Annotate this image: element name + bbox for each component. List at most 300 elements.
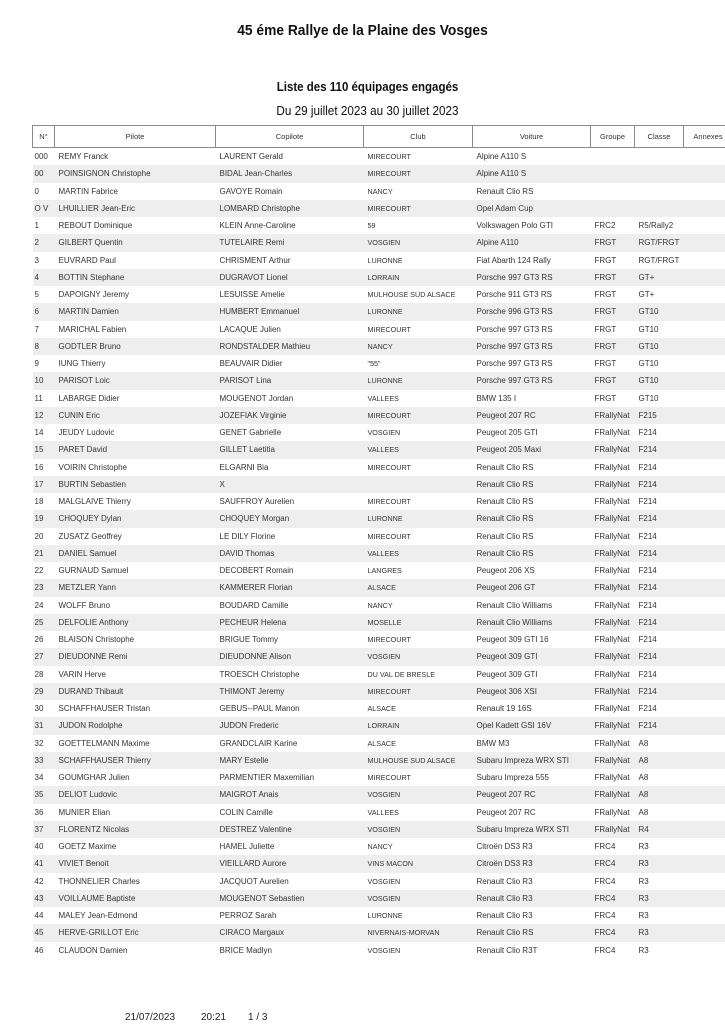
cell-voiture: Peugeot 207 RC <box>473 786 591 803</box>
cell-groupe: FRallyNat <box>594 531 630 541</box>
cell-voiture: Subaru Impreza WRX STI <box>473 752 591 769</box>
cell-pilote: GILBERT Quentin <box>55 234 216 251</box>
cell-annexes <box>684 338 725 355</box>
cell-voiture: Porsche 997 GT3 RS <box>473 338 591 355</box>
cell-voiture: Renault Clio RS <box>473 476 591 493</box>
cell-club: NANCY <box>367 842 393 852</box>
cell-pilote: DIEUDONNE Remi <box>55 648 216 665</box>
cell-classe: F214 <box>635 510 684 527</box>
cell-classe: R5/Rally2 <box>638 221 674 231</box>
cell-copilote: PARISOT Lina <box>216 372 364 389</box>
cell-classe: F214 <box>638 462 657 472</box>
cell-num: 43 <box>33 890 55 907</box>
cell-club: LURONNE <box>364 510 473 527</box>
cell-pilote: JEUDY Ludovic <box>58 428 115 438</box>
cell-voiture: Porsche 997 GT3 RS <box>476 359 553 369</box>
cell-club: VOSGIEN <box>364 234 473 251</box>
cell-voiture: Alpine A110 <box>473 234 591 251</box>
cell-num: 00 <box>33 165 55 182</box>
cell-copilote: PERROZ Sarah <box>219 911 277 921</box>
cell-groupe <box>591 200 635 217</box>
cell-pilote: MARTIN Damien <box>55 303 216 320</box>
cell-club: VALLEES <box>364 545 473 562</box>
cell-club: MIRECOURT <box>367 324 411 334</box>
cell-annexes <box>684 476 725 493</box>
cell-groupe: FRGT <box>591 303 635 320</box>
cell-num: 23 <box>33 579 55 596</box>
cell-copilote: SAUFFROY Aurelien <box>219 497 295 507</box>
cell-annexes <box>684 752 725 769</box>
cell-pilote: MARTIN Fabrice <box>58 186 118 196</box>
cell-pilote: THONNELIER Charles <box>58 876 140 886</box>
cell-pilote: IUNG Thierry <box>58 359 106 369</box>
header-num: N° <box>33 126 55 148</box>
cell-groupe <box>591 165 635 182</box>
cell-voiture: Peugeot 309 GTI <box>476 669 538 679</box>
cell-copilote: BRICE Madlyn <box>219 945 272 955</box>
cell-classe: F214 <box>638 669 657 679</box>
table-row <box>33 269 725 286</box>
cell-pilote: CHOQUEY Dylan <box>55 510 216 527</box>
cell-pilote: GODTLER Bruno <box>55 338 216 355</box>
cell-groupe: FRC4 <box>591 924 635 941</box>
cell-groupe: FRallyNat <box>591 545 635 562</box>
document-subtitle: Liste des 110 équipages engagés <box>276 80 459 94</box>
cell-voiture: Porsche 997 GT3 RS <box>473 269 591 286</box>
cell-voiture: Porsche 911 GT3 RS <box>476 290 552 300</box>
cell-pilote: PARISOT Loic <box>55 372 216 389</box>
cell-club: NIVERNAIS-MORVAN <box>364 924 473 941</box>
cell-copilote: BOUDARD Camille <box>219 600 289 610</box>
cell-num: 0 <box>34 186 39 196</box>
cell-pilote: CUNIN Eric <box>55 407 216 424</box>
cell-num: 7 <box>34 324 39 334</box>
cell-voiture: Peugeot 207 RC <box>473 407 591 424</box>
cell-copilote: BIDAL Jean-Charles <box>216 165 364 182</box>
cell-classe: F214 <box>635 476 684 493</box>
cell-club: MIRECOURT <box>364 200 473 217</box>
cell-voiture: Peugeot 309 GTI <box>473 648 591 665</box>
cell-annexes <box>684 183 725 200</box>
cell-pilote: MARICHAL Fabien <box>58 324 127 334</box>
cell-voiture: Renault Clio RS <box>476 531 534 541</box>
cell-annexes <box>684 717 725 734</box>
cell-classe: GT10 <box>635 372 684 389</box>
cell-club: VOSGIEN <box>364 786 473 803</box>
cell-annexes <box>684 907 725 924</box>
cell-classe: F214 <box>635 579 684 596</box>
cell-pilote: GOETZ Maxime <box>58 842 117 852</box>
cell-classe: F214 <box>635 683 684 700</box>
table-row <box>33 942 725 959</box>
cell-classe: F214 <box>635 717 684 734</box>
cell-classe: F214 <box>635 614 684 631</box>
table-row <box>33 234 725 251</box>
cell-classe: F215 <box>635 407 684 424</box>
table-row <box>33 217 725 234</box>
cell-num: 5 <box>34 290 39 300</box>
cell-annexes <box>684 321 725 338</box>
table-row <box>33 631 725 648</box>
cell-voiture: Porsche 996 GT3 RS <box>473 303 591 320</box>
table-row <box>33 407 725 424</box>
cell-num: 26 <box>34 635 44 645</box>
cell-club: MIRECOURT <box>367 635 411 645</box>
cell-num: 42 <box>34 876 44 886</box>
cell-annexes <box>684 286 725 303</box>
cell-pilote: HERVE-GRILLOT Eric <box>55 924 216 941</box>
header-copilote: Copilote <box>216 126 364 148</box>
cell-pilote: MUNIER Elian <box>58 807 111 817</box>
cell-club: VINS MACON <box>364 855 473 872</box>
table-row <box>33 338 725 355</box>
cell-club: LURONNE <box>367 911 403 921</box>
cell-club: MIRECOURT <box>367 152 411 162</box>
cell-classe: F214 <box>635 545 684 562</box>
cell-num: 46 <box>34 945 44 955</box>
cell-pilote: EUVRARD Paul <box>58 255 116 265</box>
cell-pilote: LHUILLIER Jean-Eric <box>55 200 216 217</box>
cell-pilote: VARIN Herve <box>58 669 106 679</box>
cell-club: LORRAIN <box>364 717 473 734</box>
cell-club: ALSACE <box>367 704 396 714</box>
cell-num: 11 <box>34 393 43 403</box>
cell-classe: A8 <box>638 738 649 748</box>
cell-num: 12 <box>33 407 55 424</box>
cell-copilote: GAVOYE Romain <box>219 186 283 196</box>
cell-num: 10 <box>33 372 55 389</box>
cell-annexes <box>684 234 725 251</box>
cell-num: 9 <box>34 359 39 369</box>
table-row <box>33 562 725 579</box>
cell-club: MIRECOURT <box>364 683 473 700</box>
cell-club: MULHOUSE SUD ALSACE <box>367 290 456 300</box>
table-row <box>33 372 725 389</box>
cell-copilote: RONDSTALDER Mathieu <box>216 338 364 355</box>
cell-num: 45 <box>33 924 55 941</box>
header-classe: Classe <box>635 126 684 148</box>
cell-pilote: FLORENTZ Nicolas <box>55 821 216 838</box>
cell-annexes <box>684 510 725 527</box>
table-row <box>33 165 725 182</box>
cell-copilote: KLEIN Anne-Caroline <box>219 221 296 231</box>
cell-copilote: DIEUDONNE Alison <box>216 648 364 665</box>
cell-num: 25 <box>33 614 55 631</box>
cell-copilote: DUGRAVOT Lionel <box>216 269 364 286</box>
cell-club: MIRECOURT <box>367 531 411 541</box>
cell-pilote: DELFOLIE Anthony <box>55 614 216 631</box>
cell-annexes <box>684 493 725 510</box>
cell-voiture: Alpine A110 S <box>473 165 591 182</box>
cell-voiture: Citroën DS3 R3 <box>473 855 591 872</box>
cell-club: LURONNE <box>364 372 473 389</box>
cell-voiture: Renault Clio RS <box>476 186 534 196</box>
cell-groupe: FRallyNat <box>594 600 630 610</box>
cell-pilote: VIVIET Benoit <box>55 855 216 872</box>
cell-copilote: GILLET Laetitia <box>216 441 364 458</box>
cell-classe: GT10 <box>635 303 684 320</box>
cell-club: LORRAIN <box>364 269 473 286</box>
table-row <box>33 510 725 527</box>
cell-copilote: LACAQUE Julien <box>219 324 281 334</box>
cell-classe: R3 <box>635 890 684 907</box>
cell-groupe: FRC2 <box>594 221 616 231</box>
cell-annexes <box>684 252 725 269</box>
cell-pilote: SCHAFFHAUSER Thierry <box>55 752 216 769</box>
cell-groupe: FRGT <box>594 324 617 334</box>
cell-pilote: MALEY Jean-Edmond <box>58 911 138 921</box>
cell-club: MIRECOURT <box>364 165 473 182</box>
cell-club: VOSGIEN <box>367 876 401 886</box>
cell-groupe: FRGT <box>591 269 635 286</box>
cell-groupe: FRallyNat <box>591 510 635 527</box>
cell-voiture: BMW M3 <box>476 738 510 748</box>
table-row <box>33 924 725 941</box>
footer-date: 21/07/2023 <box>125 1012 176 1023</box>
cell-pilote: GURNAUD Samuel <box>58 566 129 576</box>
cell-club: MIRECOURT <box>367 497 411 507</box>
table-row <box>33 476 725 493</box>
cell-classe: A8 <box>638 773 649 783</box>
cell-voiture: Renault Clio RS <box>476 497 534 507</box>
cell-num: 16 <box>34 462 44 472</box>
cell-copilote: MOUGENOT Sebastien <box>216 890 364 907</box>
table-row <box>33 321 725 338</box>
cell-classe <box>635 165 684 182</box>
cell-classe <box>635 200 684 217</box>
cell-num: 40 <box>34 842 44 852</box>
cell-annexes <box>684 838 725 855</box>
cell-annexes <box>684 666 725 683</box>
cell-classe: F214 <box>635 441 684 458</box>
cell-annexes <box>684 562 725 579</box>
table-row <box>33 286 725 303</box>
table-header-row <box>33 126 725 148</box>
cell-pilote: LABARGE Didier <box>58 393 120 403</box>
cell-club: VOSGIEN <box>364 890 473 907</box>
cell-voiture: Peugeot 309 GTI 16 <box>476 635 549 645</box>
cell-classe: GT+ <box>638 290 655 300</box>
cell-club: VOSGIEN <box>367 945 401 955</box>
cell-num: 19 <box>33 510 55 527</box>
cell-copilote: LE DILY Florine <box>219 531 276 541</box>
cell-num: 32 <box>34 738 44 748</box>
cell-club: LANGRES <box>367 566 402 576</box>
cell-annexes <box>684 372 725 389</box>
cell-voiture: Peugeot 207 RC <box>476 807 536 817</box>
cell-classe: F214 <box>638 566 657 576</box>
cell-groupe: FRallyNat <box>591 786 635 803</box>
cell-num: 28 <box>34 669 44 679</box>
cell-num: 36 <box>34 807 44 817</box>
table-row <box>33 303 725 320</box>
cell-groupe: FRC4 <box>594 911 616 921</box>
cell-club: MIRECOURT <box>367 462 411 472</box>
cell-groupe: FRallyNat <box>591 441 635 458</box>
table-row <box>33 855 725 872</box>
cell-pilote: BURTIN Sebastien <box>55 476 216 493</box>
table-row <box>33 528 725 545</box>
cell-voiture: Renault Clio R3T <box>476 945 538 955</box>
cell-annexes <box>684 821 725 838</box>
cell-copilote: MARY Estelle <box>216 752 364 769</box>
cell-num: 41 <box>33 855 55 872</box>
cell-annexes <box>684 217 725 234</box>
cell-voiture: Peugeot 306 XSI <box>473 683 591 700</box>
cell-copilote: HAMEL Juliette <box>219 842 275 852</box>
table-row <box>33 717 725 734</box>
cell-voiture: Renault Clio R3 <box>473 890 591 907</box>
cell-club: VALLEES <box>364 441 473 458</box>
cell-copilote: TROESCH Christophe <box>219 669 300 679</box>
table-row <box>33 459 725 476</box>
cell-classe <box>635 183 684 200</box>
document-title: 45 éme Rallye de la Plaine des Vosges <box>237 22 488 39</box>
cell-club: DU VAL DE BRESLE <box>367 669 436 679</box>
cell-club <box>364 476 473 493</box>
cell-pilote: MALGLAIVE Thierry <box>58 497 131 507</box>
cell-copilote: VIEILLARD Aurore <box>216 855 364 872</box>
table-row <box>33 252 725 269</box>
cell-num: 34 <box>34 773 44 783</box>
cell-groupe: FRGT <box>591 338 635 355</box>
cell-annexes <box>684 786 725 803</box>
cell-club: VOSGIEN <box>367 428 401 438</box>
cell-annexes <box>684 579 725 596</box>
cell-copilote: ELGARNI Bia <box>219 462 269 472</box>
cell-annexes <box>684 873 725 890</box>
cell-club: VOSGIEN <box>364 648 473 665</box>
table-row <box>33 390 725 407</box>
table-row <box>33 614 725 631</box>
cell-copilote: BRIGUE Tommy <box>219 635 279 645</box>
cell-classe: R3 <box>638 945 649 955</box>
cell-voiture: Subaru Impreza 555 <box>476 773 549 783</box>
cell-groupe: FRC4 <box>594 945 616 955</box>
cell-groupe: FRallyNat <box>591 752 635 769</box>
table-row <box>33 683 725 700</box>
cell-annexes <box>684 200 725 217</box>
table-row <box>33 148 725 166</box>
cell-pilote: DELIOT Ludovic <box>55 786 216 803</box>
cell-voiture: Peugeot 205 Maxi <box>473 441 591 458</box>
cell-voiture: Citroën DS3 R3 <box>476 842 533 852</box>
cell-groupe: FRallyNat <box>591 648 635 665</box>
table-row <box>33 355 725 372</box>
cell-groupe: FRallyNat <box>594 566 630 576</box>
cell-annexes <box>684 683 725 700</box>
cell-groupe: FRGT <box>594 255 617 265</box>
cell-pilote: BLAISON Christophe <box>58 635 135 645</box>
cell-num: 6 <box>33 303 55 320</box>
cell-annexes <box>684 165 725 182</box>
cell-club: MOSELLE <box>364 614 473 631</box>
cell-club: ALSACE <box>367 738 396 748</box>
cell-num: 33 <box>33 752 55 769</box>
cell-club: NANCY <box>367 186 393 196</box>
cell-club: 59 <box>367 221 376 231</box>
cell-club: MULHOUSE SUD ALSACE <box>364 752 473 769</box>
cell-pilote: VOILLAUME Baptiste <box>55 890 216 907</box>
cell-classe: R4 <box>635 821 684 838</box>
cell-annexes <box>684 855 725 872</box>
cell-pilote: PARET David <box>55 441 216 458</box>
cell-club: MIRECOURT <box>367 773 411 783</box>
cell-annexes <box>684 424 725 441</box>
cell-copilote: JOZEFIAK Virginie <box>216 407 364 424</box>
cell-voiture: Peugeot 205 GTI <box>476 428 538 438</box>
cell-groupe: FRGT <box>594 359 617 369</box>
cell-voiture: Renault Clio R3 <box>476 876 533 886</box>
entry-list-table <box>32 125 725 959</box>
cell-num: 3 <box>34 255 39 265</box>
cell-groupe: FRallyNat <box>594 738 630 748</box>
cell-voiture: Porsche 997 GT3 RS <box>476 324 553 334</box>
cell-annexes <box>684 890 725 907</box>
cell-groupe: FRGT <box>591 234 635 251</box>
cell-num: 2 <box>33 234 55 251</box>
cell-voiture: Renault Clio R3 <box>476 911 533 921</box>
cell-pilote: VOIRIN Christophe <box>58 462 127 472</box>
cell-voiture: Fiat Abarth 124 Rally <box>476 255 551 265</box>
cell-classe: R3 <box>635 924 684 941</box>
footer-page-number: 1 / 3 <box>248 1012 268 1023</box>
cell-annexes <box>684 459 725 476</box>
cell-annexes <box>684 390 725 407</box>
cell-voiture: Renault Clio Williams <box>476 600 553 610</box>
cell-pilote: CLAUDON Damien <box>58 945 128 955</box>
cell-copilote: COLIN Camille <box>219 807 273 817</box>
cell-classe: F214 <box>638 704 657 714</box>
cell-pilote: DAPOIGNY Jeremy <box>58 290 130 300</box>
cell-pilote: REMY Franck <box>58 152 109 162</box>
cell-copilote: MOUGENOT Jordan <box>219 393 294 403</box>
cell-num: 22 <box>34 566 44 576</box>
cell-num: 37 <box>33 821 55 838</box>
table-row <box>33 752 725 769</box>
cell-voiture: Peugeot 206 XS <box>476 566 535 576</box>
header-club: Club <box>364 126 473 148</box>
table-row <box>33 821 725 838</box>
cell-groupe: FRallyNat <box>594 669 630 679</box>
cell-annexes <box>684 614 725 631</box>
cell-copilote: X <box>216 476 364 493</box>
table-row <box>33 873 725 890</box>
cell-groupe: FRallyNat <box>591 683 635 700</box>
cell-club: LURONNE <box>367 255 403 265</box>
cell-copilote: CIRACO Margaux <box>216 924 364 941</box>
cell-classe: GT+ <box>635 269 684 286</box>
cell-voiture: Alpine A110 S <box>476 152 527 162</box>
cell-pilote: DANIEL Samuel <box>55 545 216 562</box>
cell-num: 27 <box>33 648 55 665</box>
cell-classe <box>635 148 684 166</box>
cell-groupe: FRallyNat <box>591 407 635 424</box>
cell-num: O V <box>33 200 55 217</box>
cell-classe: F214 <box>638 600 657 610</box>
cell-num: 20 <box>34 531 44 541</box>
cell-copilote: TUTELAIRE Remi <box>216 234 364 251</box>
cell-club: "55" <box>367 359 381 369</box>
cell-pilote: WOLFF Bruno <box>58 600 111 610</box>
cell-voiture: Renault Clio RS <box>473 545 591 562</box>
cell-copilote: THIMONT Jeremy <box>216 683 364 700</box>
cell-copilote: CHRISMENT Arthur <box>219 255 291 265</box>
cell-voiture: Volkswagen Polo GTI <box>476 221 553 231</box>
cell-groupe: FRGT <box>594 290 617 300</box>
cell-club: NANCY <box>364 338 473 355</box>
cell-num: 000 <box>34 152 48 162</box>
